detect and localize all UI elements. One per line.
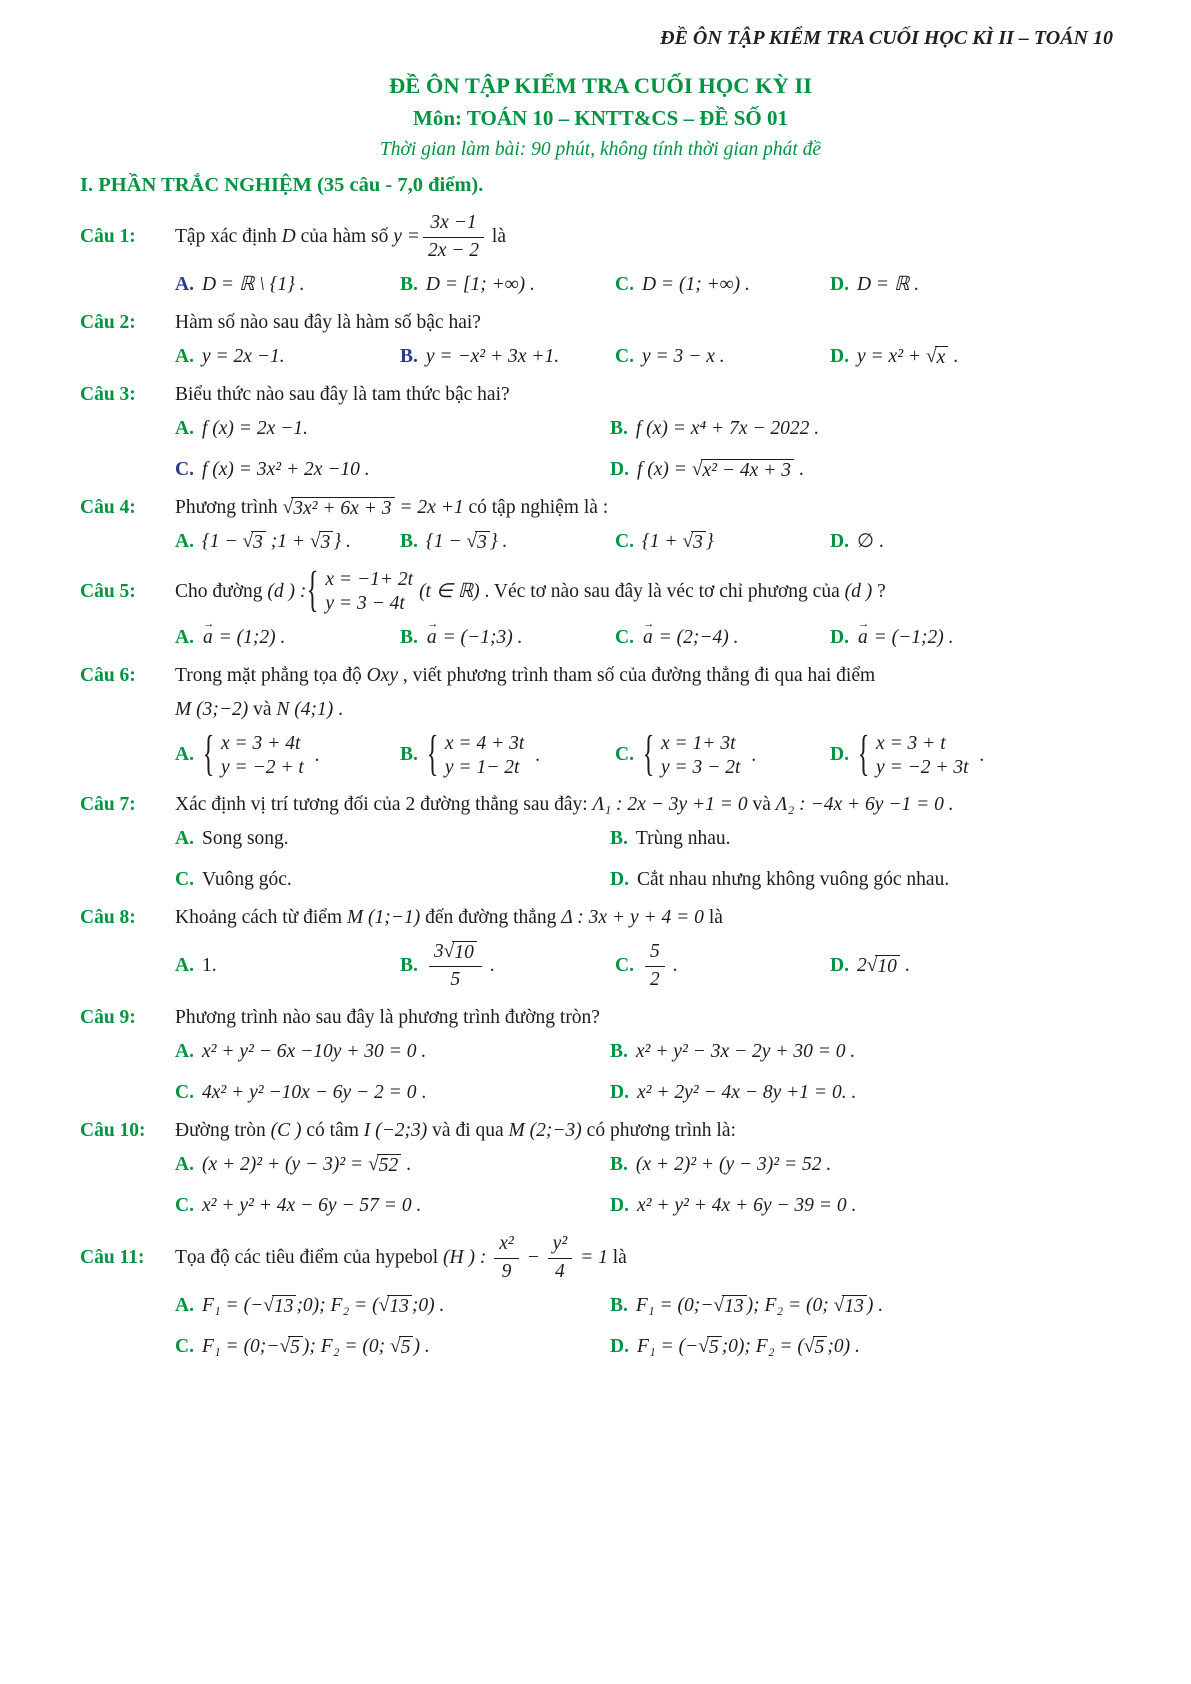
options-row (175, 530, 1121, 555)
question-body (175, 906, 1121, 993)
option-key: A. (175, 1294, 194, 1316)
option (400, 732, 615, 781)
sqrt-expression: √ x (926, 346, 948, 369)
question (80, 793, 1121, 893)
equation-system: { x = −1+ 2t y = 3 − 4t (310, 568, 413, 617)
option-key: C. (175, 459, 194, 481)
option-value: f (x) = x⁴ + 7x − 2022 . (635, 418, 820, 440)
sqrt-expression: √ x² − 4x + 3 (692, 459, 794, 482)
option (400, 626, 615, 651)
question-stem: Tọa độ các tiêu điểm của hypebol (H ) : $\frac{\text{x²}}{9}$ − $\frac{\text{y²}}{4}$ = 1 là (175, 1232, 1121, 1285)
option-key: B. (400, 346, 418, 368)
question-label: Câu 7: (80, 794, 136, 816)
option-key: D. (830, 744, 849, 766)
options-row (175, 827, 1121, 893)
option-key: A. (175, 955, 194, 977)
option (175, 732, 400, 781)
option-value: F₁ = (− √ 13 ;0); F₂ = ( √ 13 ;0) . (202, 1294, 444, 1319)
fraction: $\frac{\text{x²}}{9}$ (494, 1232, 519, 1285)
sqrt-expression: √ 10 (867, 955, 900, 978)
option-value: x² + 2y² − 4x − 8y +1 = 0. . (636, 1081, 857, 1103)
option (610, 1081, 1121, 1106)
question-label: Câu 11: (80, 1246, 145, 1268)
option-key: D. (830, 346, 849, 368)
vector: → a (857, 626, 869, 651)
option-key: D. (610, 1081, 629, 1103)
equation-system: { x = 1+ 3t y = 3 − 2t (646, 732, 740, 781)
fraction: $\frac{\text{y²}}{4}$ (548, 1232, 573, 1285)
option-value: Cắt nhau nhưng không vuông góc nhau. (636, 869, 950, 891)
option-key: B. (400, 955, 418, 977)
option-key: C. (175, 1194, 194, 1216)
option-value: f (x) = √ x² − 4x + 3 . (637, 458, 804, 483)
option (175, 417, 610, 442)
question-body (175, 311, 1121, 370)
sqrt-expression: √ 13 (379, 1295, 412, 1318)
option-value: → a = (2;−4) . (642, 626, 739, 651)
question-stem: Tập xác định D của hàm số y = $\frac{3x -1}{2x - 2}$ là (175, 211, 1121, 264)
option (830, 626, 1121, 651)
question-stem: Phương trình nào sau đây là phương trình đường tròn? (175, 1007, 600, 1029)
option (830, 954, 1121, 979)
sqrt-expression: √ 13 (834, 1295, 867, 1318)
option-key: D. (610, 1194, 629, 1216)
option-key: C. (615, 274, 634, 296)
option-key: C. (615, 346, 634, 368)
option (175, 1081, 610, 1106)
question (80, 1232, 1121, 1360)
question (80, 664, 1121, 781)
sqrt-expression: √ 3 (310, 531, 333, 554)
question-stem: Cho đường (d ) : { x = −1+ 2t y = 3 − 4t (t ∈ ℝ) . Véc tơ nào sau đây là véc tơ chỉ phương của (d ) ? (175, 568, 1121, 617)
option-key: B. (400, 531, 418, 553)
option-value: ∅ . (856, 531, 884, 553)
vector: → a (426, 626, 438, 651)
option-value: → a = (1;2) . (202, 626, 285, 651)
question-label: Câu 2: (80, 312, 136, 334)
option-key: A. (175, 744, 194, 766)
option (175, 868, 610, 893)
option-key: A. (175, 418, 194, 440)
sqrt-expression: √ 3x² + 6x + 3 (283, 497, 395, 520)
option-value: (x + 2)² + (y − 3)² = 52 . (635, 1153, 832, 1175)
sqrt-expression: √ 3 (242, 531, 265, 554)
question-stem: Xác định vị trí tương đối của 2 đường thẳng sau đây: Λ₁ : 2x − 3y +1 = 0 và Λ₂ : −4x + 6y −1 = 0 . (175, 794, 954, 816)
options-row (175, 345, 1121, 370)
question (80, 906, 1121, 993)
question-label: Câu 10: (80, 1119, 146, 1141)
option (615, 273, 830, 298)
running-head: ĐỀ ÔN TẬP KIỂM TRA CUỐI HỌC KÌ II – TOÁN 10 (660, 27, 1113, 49)
question-body (175, 211, 1121, 298)
options-row (175, 1294, 1121, 1360)
option (610, 1335, 1121, 1360)
question (80, 383, 1121, 483)
question-body (175, 1232, 1121, 1360)
option (175, 827, 610, 852)
option-key: C. (175, 1081, 194, 1103)
sqrt-expression: √ 5 (698, 1336, 721, 1359)
option-value: D = ℝ . (856, 274, 920, 296)
option (400, 940, 615, 993)
option-value: { x = 3 + t y = −2 + 3t . (857, 732, 984, 781)
option (400, 273, 615, 298)
option-key: A. (175, 346, 194, 368)
option (175, 458, 610, 483)
option-value: $\frac{5}{2}$ . (642, 940, 678, 993)
option (830, 732, 1121, 781)
option-value: Trùng nhau. (635, 828, 731, 850)
sqrt-expression: √ 5 (279, 1336, 302, 1359)
option-value: D = (1; +∞) . (641, 274, 750, 296)
option-value: (x + 2)² + (y − 3)² = √ 52 . (202, 1153, 411, 1178)
option (175, 530, 400, 555)
options-row (175, 417, 1121, 483)
question-body (175, 568, 1121, 651)
sqrt-expression: √ 5 (804, 1336, 827, 1359)
section-heading: I. PHẦN TRẮC NGHIỆM (35 câu - 7,0 điểm). (80, 174, 484, 197)
option-value: x² + y² + 4x + 6y − 39 = 0 . (636, 1194, 857, 1216)
question (80, 1006, 1121, 1106)
question-body (175, 793, 1121, 893)
exam-duration: Thời gian làm bài: 90 phút, không tính thời gian phát đề (379, 139, 822, 161)
question-stem: Hàm số nào sau đây là hàm số bậc hai? (175, 312, 481, 334)
option-key: D. (830, 955, 849, 977)
option (175, 626, 400, 651)
equation-system: { x = 4 + 3t y = 1− 2t (430, 732, 524, 781)
question (80, 211, 1121, 298)
option (175, 273, 400, 298)
option-key: B. (400, 744, 418, 766)
option-value: {1 − √ 3 } . (426, 530, 507, 555)
question-label: Câu 9: (80, 1007, 136, 1029)
option-value: D = [1; +∞) . (425, 274, 535, 296)
option-value: 4x² + y² −10x − 6y − 2 = 0 . (201, 1081, 427, 1103)
option-key: C. (615, 744, 634, 766)
option (615, 626, 830, 651)
fraction: 3 √ 10 5 (429, 940, 482, 993)
option-value: → a = (−1;3) . (426, 626, 523, 651)
equation-system: { x = 3 + t y = −2 + 3t (861, 732, 969, 781)
option-key: B. (610, 1153, 628, 1175)
question-label: Câu 5: (80, 580, 136, 602)
question-stem: Đường tròn (C ) có tâm I (−2;3) và đi qua M (2;−3) có phương trình là: (175, 1119, 736, 1141)
option (610, 417, 1121, 442)
sqrt-expression: √ 13 (263, 1295, 296, 1318)
option-value: F₁ = (0;− √ 5 ); F₂ = (0; √ 5 ) . (202, 1335, 430, 1360)
question (80, 496, 1121, 555)
option-value: 3 √ 10 5 . (426, 940, 495, 993)
option (830, 530, 1121, 555)
option-value: f (x) = 2x −1. (201, 418, 308, 440)
question-body (175, 496, 1121, 555)
option-key: B. (400, 626, 418, 648)
option-key: C. (615, 955, 634, 977)
option-value: y = −x² + 3x +1. (425, 346, 560, 368)
sqrt-expression: √ 52 (368, 1154, 401, 1177)
option-key: D. (830, 531, 849, 553)
sqrt-expression: √ 10 (444, 941, 477, 964)
option-value: 2 √ 10 . (857, 954, 910, 979)
option (175, 1153, 610, 1178)
option-key: C. (175, 869, 194, 891)
equation-system: { x = 3 + 4t y = −2 + t (206, 732, 304, 781)
options-row (175, 626, 1121, 651)
option-key: B. (610, 1041, 628, 1063)
question-body (175, 383, 1121, 483)
option (830, 345, 1121, 370)
option (615, 732, 830, 781)
option-key: B. (610, 1294, 628, 1316)
question-label: Câu 3: (80, 384, 136, 406)
question-label: Câu 4: (80, 497, 136, 519)
option-value: {1 − √ 3 ;1 + √ 3 } . (202, 530, 351, 555)
option-value: F₁ = (0;− √ 13 ); F₂ = (0; √ 13 ) . (636, 1294, 883, 1319)
question (80, 1119, 1121, 1219)
options-row (175, 1040, 1121, 1106)
exam-subject: Môn: TOÁN 10 – KNTT&CS – ĐỀ SỐ 01 (413, 106, 788, 131)
option-key: A. (175, 531, 194, 553)
option-key: A. (175, 1153, 194, 1175)
option-key: D. (610, 869, 629, 891)
question-stem-line2: M (3;−2) và N (4;1) . (175, 698, 344, 720)
option-value: x² + y² + 4x − 6y − 57 = 0 . (201, 1194, 422, 1216)
sqrt-expression: √ 13 (713, 1295, 746, 1318)
vector: → a (642, 626, 654, 651)
fraction: $\frac{3x -1}{2x - 2}$ (423, 211, 484, 264)
option-value: { x = 4 + 3t y = 1− 2t . (426, 732, 540, 781)
questions-container (80, 211, 1121, 1359)
option (400, 530, 615, 555)
option (610, 1194, 1121, 1219)
option (615, 345, 830, 370)
option-value: {1 + √ 3 } (642, 530, 714, 555)
option-value: y = 3 − x . (641, 346, 725, 368)
option-key: A. (175, 828, 194, 850)
option-key: D. (610, 1335, 629, 1357)
option-key: A. (175, 1041, 194, 1063)
question-label: Câu 1: (80, 226, 136, 248)
options-row (175, 1153, 1121, 1219)
option-key: B. (400, 274, 418, 296)
options-row (175, 273, 1121, 298)
question-stem: Trong mặt phẳng tọa độ Oxy , viết phương trình tham số của đường thẳng đi qua hai điểm (175, 664, 876, 686)
exam-title: ĐỀ ÔN TẬP KIỂM TRA CUỐI HỌC KỲ II (389, 72, 812, 98)
question-label: Câu 8: (80, 907, 136, 929)
option-value: 1. (201, 955, 217, 977)
option-value: D = ℝ \ {1} . (201, 274, 305, 296)
fraction: $\frac{5}{2}$ (645, 940, 665, 993)
option-value: f (x) = 3x² + 2x −10 . (201, 459, 370, 481)
option-value: y = x² + √ x . (857, 345, 958, 370)
options-row (175, 940, 1121, 993)
option (615, 530, 830, 555)
option-value: Song song. (201, 828, 289, 850)
option (610, 458, 1121, 483)
option-value: { x = 1+ 3t y = 3 − 2t . (642, 732, 756, 781)
option (175, 1294, 610, 1319)
question-body (175, 664, 1121, 781)
option-key: D. (830, 274, 849, 296)
option (610, 1294, 1121, 1319)
option-key: C. (615, 531, 634, 553)
option-value: F₁ = (− √ 5 ;0); F₂ = ( √ 5 ;0) . (637, 1335, 860, 1360)
option (830, 273, 1121, 298)
options-row (175, 732, 1121, 781)
option-key: B. (610, 418, 628, 440)
option-key: A. (175, 274, 194, 296)
question-body (175, 1006, 1121, 1106)
option-key: B. (610, 828, 628, 850)
vector: → a (202, 626, 214, 651)
question-body (175, 1119, 1121, 1219)
option (175, 1194, 610, 1219)
option-value: x² + y² − 6x −10y + 30 = 0 . (201, 1041, 427, 1063)
question (80, 311, 1121, 370)
question (80, 568, 1121, 651)
option (175, 1335, 610, 1360)
option-key: C. (615, 626, 634, 648)
sqrt-expression: √ 5 (390, 1336, 413, 1359)
sqrt-expression: √ 3 (682, 531, 705, 554)
question-stem: Khoảng cách từ điểm M (1;−1) đến đường thẳng Δ : 3x + y + 4 = 0 là (175, 907, 723, 929)
option-value: Vuông góc. (201, 869, 292, 891)
option (615, 940, 830, 993)
option (400, 345, 615, 370)
option-value: { x = 3 + 4t y = −2 + t . (202, 732, 320, 781)
option-value: → a = (−1;2) . (857, 626, 954, 651)
option (175, 954, 400, 979)
question-stem: Biểu thức nào sau đây là tam thức bậc hai? (175, 384, 510, 406)
question-label: Câu 6: (80, 664, 136, 686)
option (175, 1040, 610, 1065)
option (175, 345, 400, 370)
sqrt-expression: √ 3 (466, 531, 489, 554)
option-key: C. (175, 1335, 194, 1357)
option (610, 868, 1121, 893)
option (610, 1040, 1121, 1065)
question-stem: Phương trình √ 3x² + 6x + 3 = 2x +1 có tập nghiệm là : (175, 496, 1121, 521)
option (610, 827, 1121, 852)
option-key: A. (175, 626, 194, 648)
option-key: D. (830, 626, 849, 648)
option-value: x² + y² − 3x − 2y + 30 = 0 . (635, 1041, 856, 1063)
option-key: D. (610, 459, 629, 481)
option (610, 1153, 1121, 1178)
option-value: y = 2x −1. (201, 346, 285, 368)
